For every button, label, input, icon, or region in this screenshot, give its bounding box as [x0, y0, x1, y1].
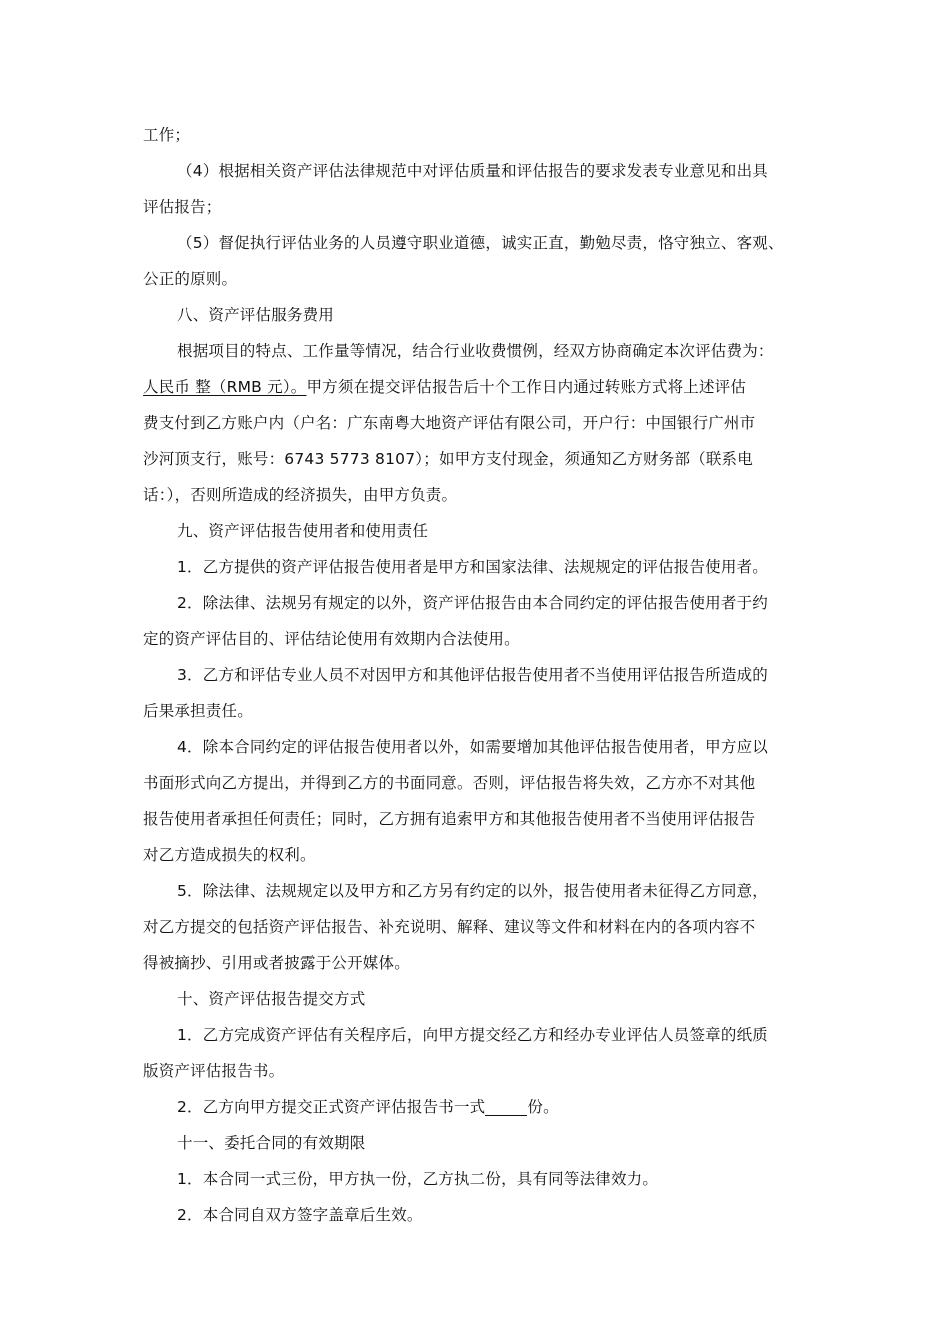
text-line: 1．乙方提供的资产评估报告使用者是甲方和国家法律、法规规定的评估报告使用者。 [177, 558, 768, 576]
fee-amount-text: 人民币 整（RMB 元）。 [143, 378, 307, 396]
paragraph-line [143, 873, 818, 909]
paragraph-line [143, 477, 818, 513]
text-line: 报告使用者承担任何责任；同时，乙方拥有追索甲方和其他报告使用者不当使用评估报告 [143, 810, 756, 828]
paragraph-line [143, 657, 818, 693]
text-line: 沙河顶支行，账号：6743 5773 8107）；如甲方支付现金，须通知乙方财务部（联系电 [143, 450, 753, 468]
text-line: 对乙方造成损失的权利。 [143, 846, 316, 864]
paragraph-line [143, 801, 818, 837]
paragraph-line [143, 369, 818, 405]
document-page [143, 117, 818, 1233]
section-heading-delivery [143, 981, 818, 1017]
text-line: 根据项目的特点、工作量等情况，结合行业收费惯例，经双方协商确定本次评估费为： [177, 342, 774, 360]
text-line: （4）根据相关资产评估法律规范中对评估质量和评估报告的要求发表专业意见和出具 [177, 162, 768, 180]
paragraph-line [143, 1089, 818, 1125]
paragraph-line [143, 333, 818, 369]
paragraph-line [143, 153, 818, 189]
text-line: 公正的原则。 [143, 270, 238, 288]
paragraph-line [143, 729, 818, 765]
text-line: 2．除法律、法规另有规定的以外，资产评估报告由本合同约定的评估报告使用者于约 [177, 594, 768, 612]
text-line: 对乙方提交的包括资产评估报告、补充说明、解释、建议等文件和材料在内的各项内容不 [143, 918, 756, 936]
text-line: 甲方须在提交评估报告后十个工作日内通过转账方式将上述评估 [306, 378, 747, 396]
section-heading: 十一、委托合同的有效期限 [177, 1134, 366, 1152]
text-line: 后果承担责任。 [143, 702, 253, 720]
section-heading: 八、资产评估服务费用 [177, 306, 335, 324]
text-line: 书面形式向乙方提出，并得到乙方的书面同意。否则，评估报告将失效，乙方亦不对其他 [143, 774, 756, 792]
text-line: 2．乙方向甲方提交正式资产评估报告书一式 [177, 1098, 486, 1116]
text-line: 评估报告； [143, 198, 222, 216]
paragraph-line [143, 693, 818, 729]
paragraph-line [143, 1161, 818, 1197]
paragraph-line [143, 1053, 818, 1089]
text-line: 费支付到乙方账户内（户名：广东南粤大地资产评估有限公司，开户行：中国银行广州市 [143, 414, 756, 432]
text-line: 1．本合同一式三份，甲方执一份，乙方执二份，具有同等法律效力。 [177, 1170, 659, 1188]
paragraph-line [143, 1197, 818, 1233]
paragraph-line [143, 837, 818, 873]
paragraph-line [143, 1017, 818, 1053]
paragraph-line [143, 621, 818, 657]
paragraph-line [143, 261, 818, 297]
text-line: 2．本合同自双方签字盖章后生效。 [177, 1206, 423, 1224]
section-heading-usage [143, 513, 818, 549]
paragraph-line [143, 945, 818, 981]
paragraph-line [143, 117, 818, 153]
section-heading-validity [143, 1125, 818, 1161]
paragraph-line [143, 225, 818, 261]
paragraph-line [143, 909, 818, 945]
section-heading: 十、资产评估报告提交方式 [177, 990, 366, 1008]
text-line: 1．乙方完成资产评估有关程序后，向甲方提交经乙方和经办专业评估人员签章的纸质 [177, 1026, 768, 1044]
text-line: （5）督促执行评估业务的人员遵守职业道德，诚实正直，勤勉尽责，恪守独立、客观、 [177, 234, 784, 252]
text-line: 工作； [143, 126, 191, 144]
text-line: 份。 [527, 1098, 559, 1116]
paragraph-line [143, 189, 818, 225]
text-line: 3．乙方和评估专业人员不对因甲方和其他评估报告使用者不当使用评估报告所造成的 [177, 666, 768, 684]
paragraph-line [143, 549, 818, 585]
paragraph-line [143, 585, 818, 621]
section-heading: 九、资产评估报告使用者和使用责任 [177, 522, 429, 540]
text-line: 话：），否则所造成的经济损失，由甲方负责。 [143, 486, 458, 504]
text-line: 定的资产评估目的、评估结论使用有效期内合法使用。 [143, 630, 520, 648]
text-line: 版资产评估报告书。 [143, 1062, 285, 1080]
text-line: 4．除本合同约定的评估报告使用者以外，如需要增加其他评估报告使用者，甲方应以 [177, 738, 768, 756]
paragraph-line [143, 441, 818, 477]
section-heading-fee [143, 297, 818, 333]
copies-blank-field [485, 1095, 527, 1116]
paragraph-line [143, 405, 818, 441]
text-line: 5．除法律、法规规定以及甲方和乙方另有约定的以外，报告使用者未征得乙方同意， [177, 882, 768, 900]
paragraph-line [143, 765, 818, 801]
text-line: 得被摘抄、引用或者披露于公开媒体。 [143, 954, 410, 972]
